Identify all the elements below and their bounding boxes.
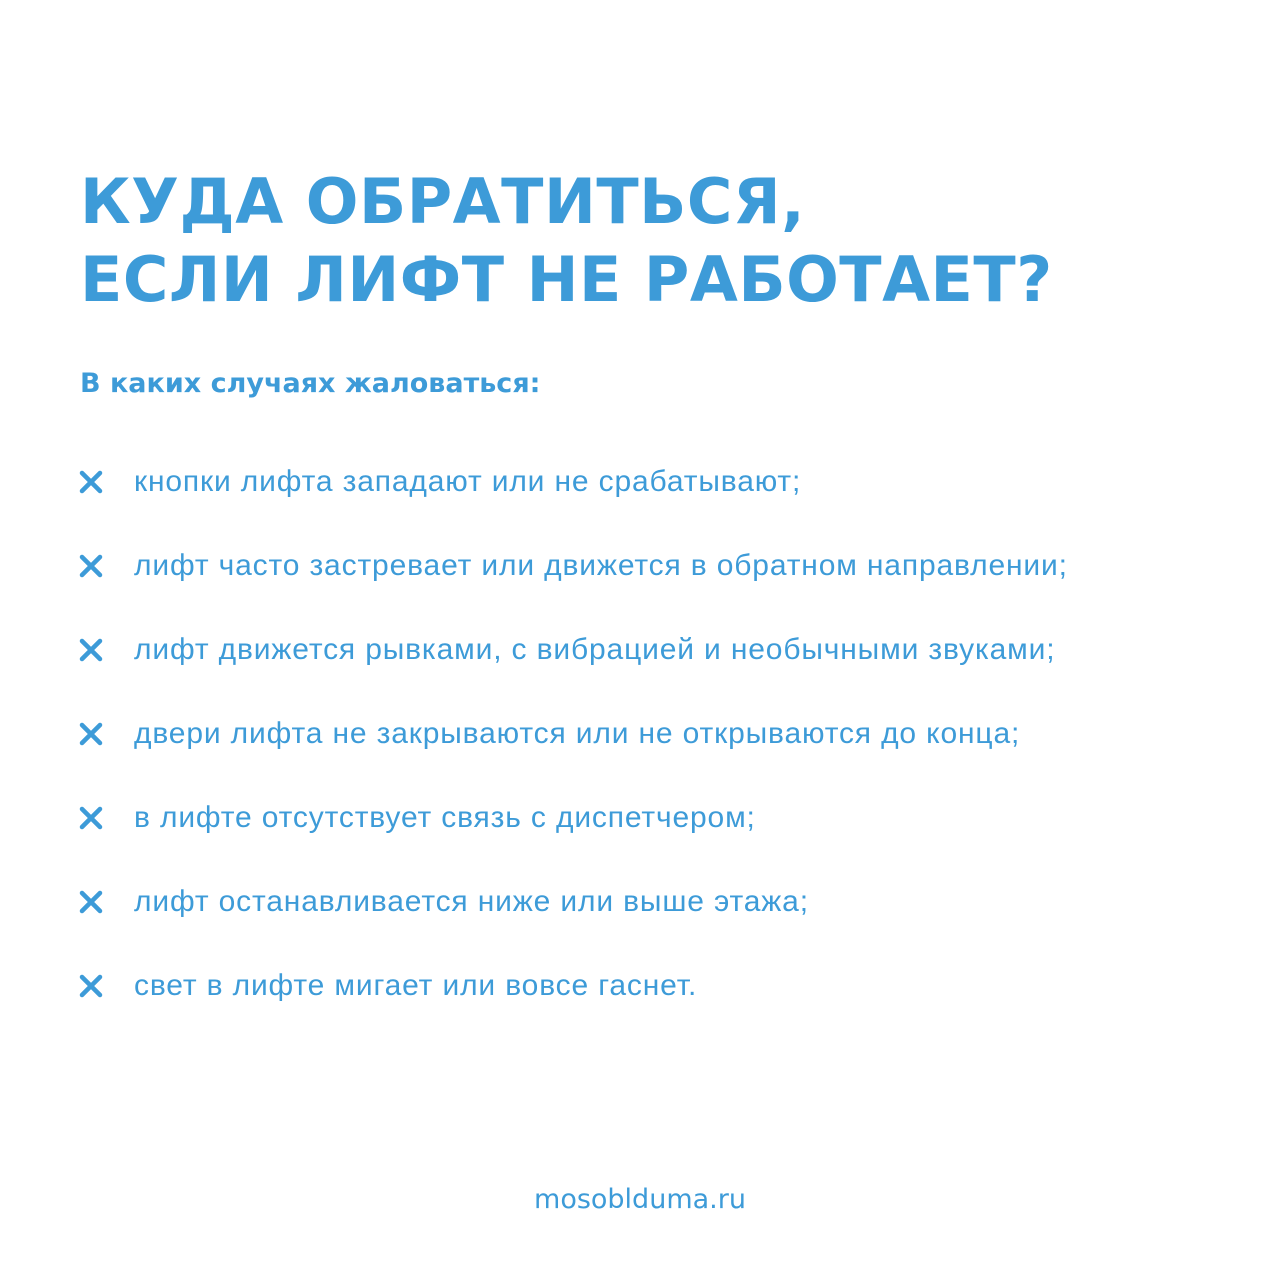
cross-icon [78,637,134,663]
list-item-text: лифт движется рывками, с вибрацией и необычными звуками; [134,633,1056,666]
section-subtitle: В каких случаях жаловаться: [80,368,541,399]
list-item [78,440,1068,524]
page-title [80,163,1053,319]
list-item [78,608,1068,692]
cross-icon [78,553,134,579]
list-item [78,524,1068,608]
list-item-text: лифт часто застревает или движется в обратном направлении; [134,549,1068,582]
title-line-2: ЕСЛИ ЛИФТ НЕ РАБОТАЕТ? [80,243,1053,316]
cross-icon [78,721,134,747]
complaint-list [78,440,1068,1028]
cross-icon [78,889,134,915]
cross-icon [78,469,134,495]
cross-icon [78,973,134,999]
list-item [78,692,1068,776]
list-item [78,944,1068,1028]
title-line-1: КУДА ОБРАТИТЬСЯ, [80,165,806,238]
cross-icon [78,805,134,831]
list-item-text: двери лифта не закрываются или не открываются до конца; [134,717,1021,750]
list-item-text: кнопки лифта западают или не срабатывают; [134,465,802,498]
list-item-text: свет в лифте мигает или вовсе гаснет. [134,969,698,1002]
website-link[interactable]: mosobldumа.ru [534,1184,746,1215]
list-item [78,776,1068,860]
list-item-text: лифт останавливается ниже или выше этажа; [134,885,809,918]
list-item [78,860,1068,944]
list-item-text: в лифте отсутствует связь с диспетчером; [134,801,756,834]
